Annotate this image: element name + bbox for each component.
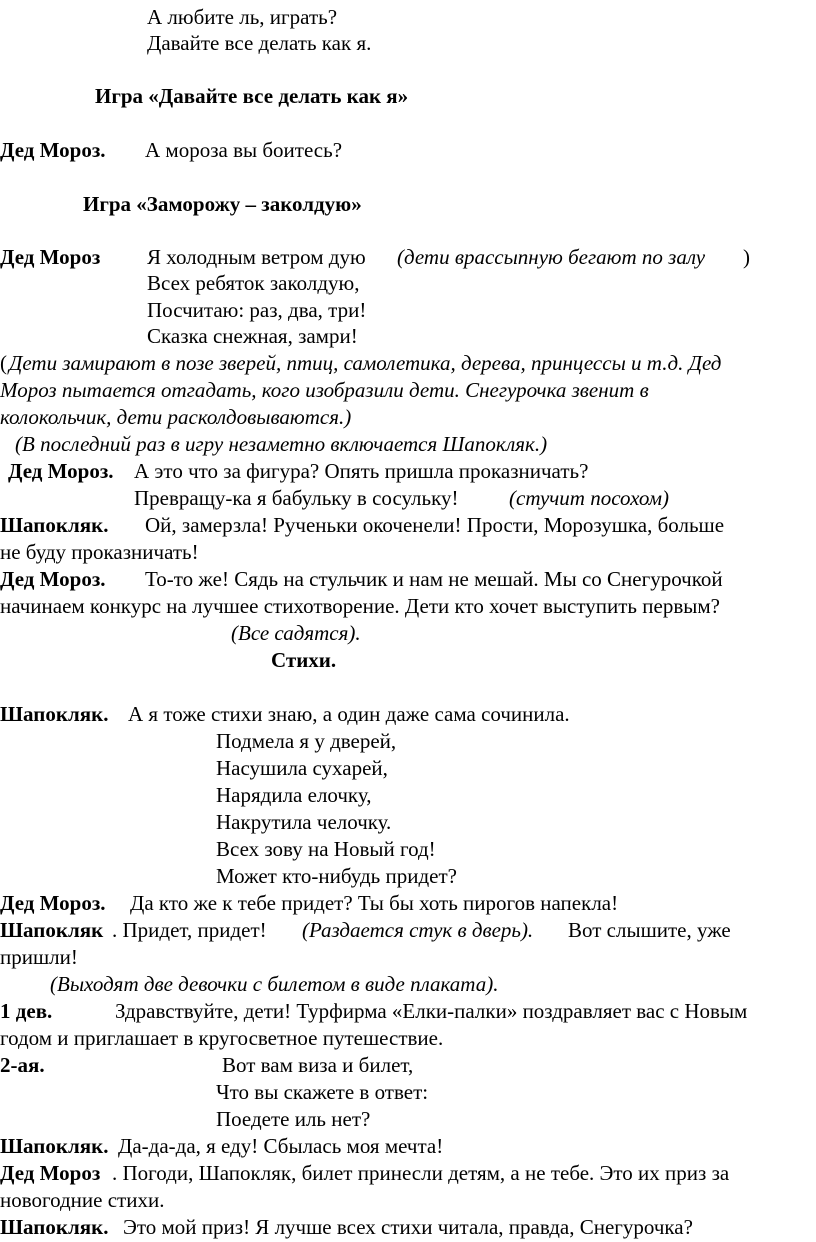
speaker-name: Шапокляк. (0, 1134, 109, 1158)
dialogue-text: новогодние стихи. (0, 1188, 165, 1212)
dialogue-text: То-то же! Сядь на стульчик и нам не мешай. Мы со Снегурочкой (145, 567, 723, 591)
verse-line: Накрутила челочку. (216, 810, 392, 834)
verse-line: Посчитаю: раз, два, три! (147, 298, 367, 322)
stage-direction: (Все садятся). (231, 621, 361, 645)
speaker-name: 2-ая. (0, 1053, 45, 1077)
dialogue-text: Здравствуйте, дети! Турфирма «Елки-палки» поздравляет вас с Новым (115, 999, 748, 1023)
dialogue-text: . Погоди, Шапокляк, билет принесли детям, а не тебе. Это их приз за (112, 1161, 730, 1185)
dialogue-text: А мороза вы боитесь? (145, 138, 343, 162)
speaker-name: Дед Мороз. (0, 567, 106, 591)
stage-direction: Мороз пытается отгадать, кого изобразили дети. Снегурочка звенит в (0, 378, 649, 402)
stage-direction: (Раздается стук в дверь). (302, 918, 534, 942)
speaker-name: Дед Мороз (0, 1161, 101, 1185)
dialogue-text: начинаем конкурс на лучшее стихотворение. Дети кто хочет выступить первым? (0, 594, 720, 618)
verse-line: Вот вам виза и билет, (222, 1053, 414, 1077)
dialogue-text: А это что за фигура? Опять пришла проказничать? (134, 459, 589, 483)
game-heading: Игра «Заморожу – заколдую» (83, 192, 362, 216)
verse-line: Насушила сухарей, (216, 756, 388, 780)
stage-direction: (Выходят две девочки с билетом в виде плаката). (50, 972, 499, 996)
stage-direction: (В последний раз в игру незаметно включается Шапокляк.) (15, 432, 548, 456)
punctuation: ) (743, 245, 750, 269)
verse-line: Сказка снежная, замри! (147, 324, 358, 348)
verse-line: Подмела я у дверей, (216, 729, 397, 753)
speaker-name: Шапокляк. (0, 513, 109, 537)
verse-line: Я холодным ветром дую (147, 245, 366, 269)
dialogue-text: Да кто же к тебе придет? Ты бы хоть пирогов напекла! (130, 891, 619, 915)
dialogue-text: . Придет, придет! (112, 918, 267, 942)
speaker-name: Шапокляк. (0, 702, 109, 726)
game-heading: Игра «Давайте все делать как я» (95, 84, 409, 108)
stage-direction: Дети замирают в позе зверей, птиц, самолетика, дерева, принцессы и т.д. Дед (9, 351, 722, 375)
dialogue-text: Превращу-ка я бабульку в сосульку! (134, 486, 459, 510)
dialogue-text: годом и приглашает в кругосветное путешествие. (0, 1026, 444, 1050)
verse-line: Всех зову на Новый год! (216, 837, 436, 861)
verse-line: Поедете иль нет? (216, 1107, 371, 1131)
punctuation: ( (0, 351, 7, 375)
speaker-name: Дед Мороз. (0, 891, 106, 915)
stage-direction: колокольчик, дети расколдовываются.) (0, 405, 352, 429)
speaker-name: Шапокляк. (0, 1215, 109, 1239)
dialogue-text: Да-да-да, я еду! Сбылась моя мечта! (118, 1134, 444, 1158)
dialogue-text: Ой, замерзла! Рученьки окоченели! Прости, Морозушка, больше (145, 513, 725, 537)
verse-line: Может кто-нибудь придет? (216, 864, 457, 888)
dialogue-text: Вот слышите, уже (568, 918, 731, 942)
stage-direction: (дети врассыпную бегают по залу (397, 245, 706, 269)
dialogue-text: А я тоже стихи знаю, а один даже сама сочинила. (128, 702, 570, 726)
verse-line: Давайте все делать как я. (147, 31, 372, 55)
dialogue-text: Это мой приз! Я лучше всех стихи читала, правда, Снегурочка? (123, 1215, 693, 1239)
section-heading: Стихи. (271, 648, 337, 672)
speaker-name: Дед Мороз (0, 245, 101, 269)
verse-line: Что вы скажете в ответ: (216, 1080, 429, 1104)
speaker-name: Дед Мороз. (8, 459, 114, 483)
dialogue-text: пришли! (0, 945, 78, 969)
speaker-name: 1 дев. (0, 999, 53, 1023)
speaker-name: Дед Мороз. (0, 138, 106, 162)
stage-direction: (стучит посохом) (509, 486, 669, 510)
verse-line: Нарядила елочку, (216, 783, 372, 807)
dialogue-text: не буду проказничать! (0, 540, 199, 564)
verse-line: А любите ль, играть? (147, 5, 338, 29)
speaker-name: Шапокляк (0, 918, 104, 942)
verse-line: Всех ребяток заколдую, (147, 271, 360, 295)
